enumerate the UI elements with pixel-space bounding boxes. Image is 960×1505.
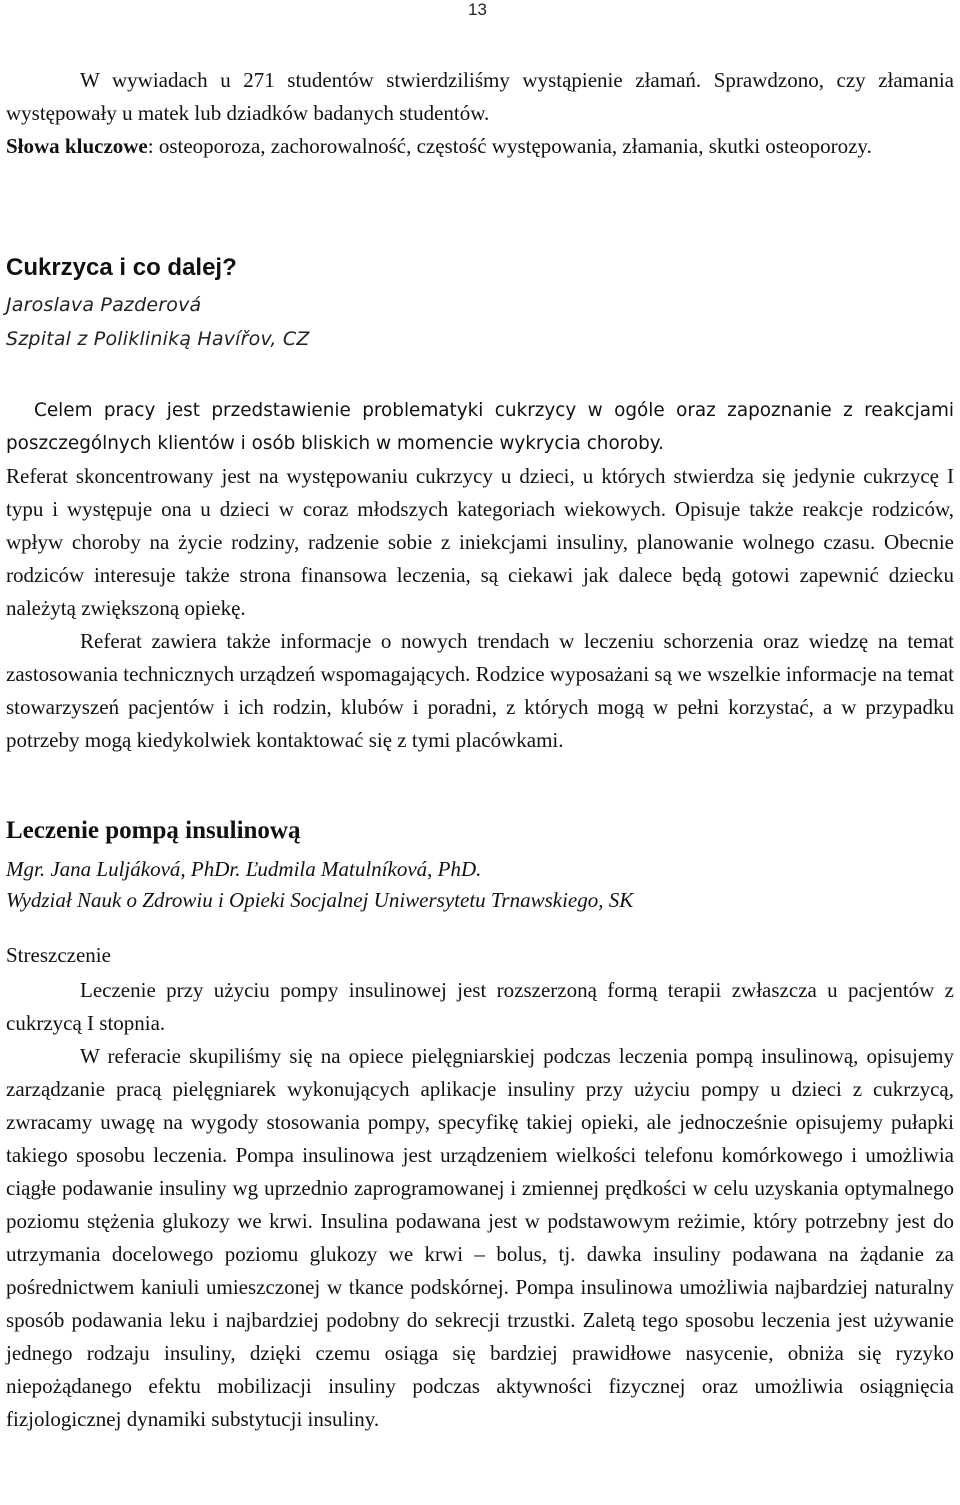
section2-body: [6, 974, 954, 1436]
section2-paragraph-1: Leczenie przy użyciu pompy insulinowej jest rozszerzoną formą terapii zwłaszcza u pacjentów z cukrzycą I stopnia.: [6, 978, 954, 1035]
section1-title: Cukrzyca i co dalej?: [6, 254, 237, 281]
keywords-text: : osteoporoza, zachorowalność, częstość występowania, złamania, skutki osteoporozy.: [147, 134, 872, 158]
intro-block: [6, 64, 954, 163]
section1-affiliation: Szpital z Polikliniką Havířov, CZ: [6, 328, 310, 350]
section1-paragraph-2: Referat skoncentrowany jest na występowaniu cukrzycy u dzieci, u których stwierdza się jedynie cukrzycę I typu i występuje ona u dzieci w coraz młodszych kategoriach wiekowych. Opisuje także reakcje rodziców, wpływ choroby na życie rodziny, radzenie sobie z iniekcjami insuliny, planowanie wolnego czasu. Obecnie rodziców interesuje także strona finansowa leczenia, są ciekawi jak dalece będą gotowi zapewnić dziecku należytą zwiększoną opiekę.: [6, 464, 954, 620]
keywords-label: Słowa kluczowe: [6, 134, 148, 158]
section2-paragraph-2: W referacie skupiliśmy się na opiece pielęgniarskiej podczas leczenia pompą insulinową, opisujemy zarządzanie pracą pielęgniarek wykonujących aplikacje insuliny przy użyciu pompy u dzieci z cukrzycą, zwracamy uwagę na wygody stosowania pompy, specyfikę takiej opieki, ale jednocześnie opisujemy pułapki takiego sposobu leczenia. Pompa insulinowa jest urządzeniem wielkości telefonu komórkowego i umożliwia ciągłe podawanie insuliny wg uprzednio zaprogramowanej i zmiennej prędkości w celu uzyskania optymalnego poziomu stężenia glukozy we krwi. Insulina podawana jest w podstawowym reżimie, który potrzebny jest do utrzymania docelowego poziomu glukozy we krwi – bolus, tj. dawka insuliny podawana na żądanie za pośrednictwem kaniuli umieszczonej w tkance podskórnej. Pompa insulinowa umożliwia najbardziej naturalny sposób podawania leku i najbardziej podobny do sekrecji trzustki. Zaletą tego sposobu leczenia jest używanie jednego rodzaju insuliny, dzięki czemu osiąga się bardziej prawidłowe nasycenie, obniża się ryzyko niepożądanego efektu mobilizacji insuliny podczas aktywności fizycznej oraz umożliwia osiągnięcia fizjologicznej dynamiki substytucji insuliny.: [6, 1044, 954, 1431]
abstract-label: Streszczenie: [6, 943, 111, 967]
keywords-paragraph: [6, 130, 954, 163]
intro-paragraph: W wywiadach u 271 studentów stwierdziliśmy wystąpienie złamań. Sprawdzono, czy złamania występowały u matek lub dziadków badanych studentów.: [6, 68, 954, 125]
section2-affiliation: Wydział Nauk o Zdrowiu i Opieki Socjalnej Uniwersytetu Trnawskiego, SK: [6, 888, 634, 912]
section1-paragraph-3: Referat zawiera także informacje o nowych trendach w leczeniu schorzenia oraz wiedzę na temat zastosowania technicznych urządzeń wspomagających. Rodzice wyposażani są we wszelkie informacje na temat stowarzyszeń pacjentów i ich rodzin, klubów i poradni, z których mogą w pełni korzystać, a w przypadku potrzeby mogą kiedykolwiek kontaktować się z tymi placówkami.: [6, 629, 954, 752]
section2-title: Leczenie pompą insulinową: [6, 817, 301, 844]
section2-authors: Mgr. Jana Luljáková, PhDr. Ľudmila Matulníková, PhD.: [6, 857, 482, 881]
section1-author: Jaroslava Pazderová: [6, 294, 202, 316]
page-number: 13: [468, 0, 487, 19]
section1-body: [6, 394, 954, 757]
section1-paragraph-1: Celem pracy jest przedstawienie problematyki cukrzycy w ogóle oraz zapoznanie z reakcjami poszczególnych klientów i osób bliskich w momencie wykrycia choroby.: [6, 400, 954, 454]
